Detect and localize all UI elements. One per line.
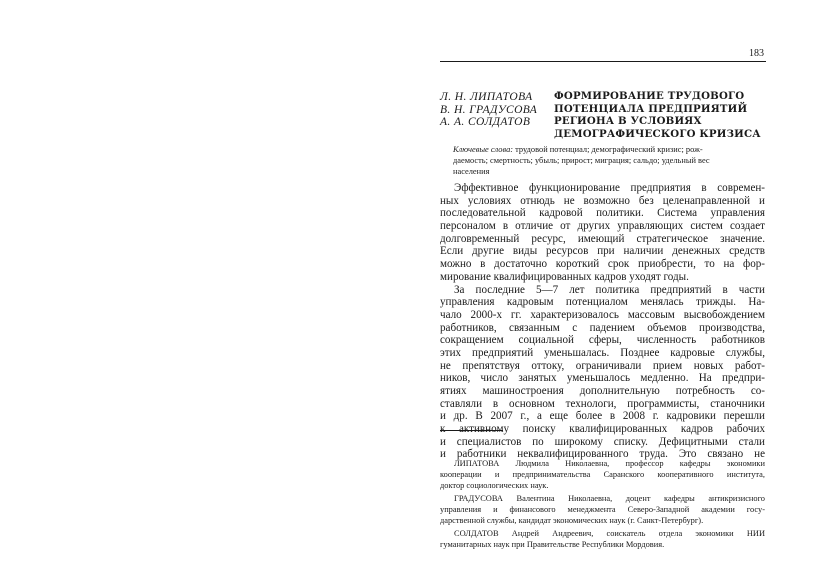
body-line: можно в достаточно короткий срок приобрести, то на фор- (440, 258, 765, 271)
header-rule (440, 61, 766, 62)
keywords-label: Ключевые слова: (453, 145, 514, 154)
footnote-line: ЛИПАТОВА Людмила Николаевна, профессор кафедры экономики (454, 459, 765, 468)
keywords-block (453, 144, 765, 178)
body-line: последовательной кадровой политики. Система управления (440, 207, 765, 220)
body-line: и др. В 2007 г., а еще более в 2008 г. кадровики перешли (440, 410, 765, 423)
title-line: ПОТЕНЦИАЛА ПРЕДПРИЯТИЙ (554, 102, 748, 115)
body-line: управления кадровым потенциалом менялась трижды. На- (440, 296, 765, 309)
body-line: ников, число занятых уменьшалось медленно. На предпри- (440, 372, 765, 385)
body-line: работников, связанным с падением объемов производства, (440, 321, 765, 334)
body-line: сокращением социальной сферы, численность работников (440, 334, 765, 347)
footnote-line: доктор социологических наук. (440, 481, 549, 491)
footnote-rule (440, 430, 503, 431)
author-footnote (440, 528, 765, 550)
body-line: мирование квалифицированных кадров уходят годы. (440, 270, 689, 283)
body-line: чало 2000-х гг. характеризовалось массовым высвобождением (440, 308, 765, 321)
author-name: А. А. СОЛДАТОВ (440, 116, 531, 128)
body-line: к активному поиску квалифицированных кадров рабочих (440, 423, 765, 436)
author-name: Л. Н. ЛИПАТОВА (440, 91, 533, 103)
body-line: персоналом в отличие от других управляющих систем создает (440, 220, 765, 233)
footnote-line: дарственной службы, кандидат экономических наук (г. Санкт-Петербург). (440, 515, 704, 525)
body-line: Эффективное функционирование предприятия в современ- (454, 182, 765, 194)
footnote-line: ГРАДУСОВА Валентина Николаевна, доцент кафедры антикризисного (454, 493, 765, 503)
author-footnotes (440, 458, 765, 550)
body-line: и работники неквалифицированного труда. Это связано не (440, 448, 765, 461)
author-list (440, 91, 552, 129)
keywords-text: населения (453, 167, 490, 177)
author-footnote (440, 458, 765, 491)
body-line: Если другие виды ресурсов при наличии денежных средств (440, 245, 765, 258)
title-line: РЕГИОНА В УСЛОВИЯХ (554, 115, 702, 127)
body-line: долговременный ресурс, имеющий стратегическое значение. (440, 232, 765, 245)
footnote-line: гуманитарных наук при Правительстве Республики Мордовия. (440, 539, 665, 549)
body-line: За последние 5—7 лет политика предприятий в части (454, 283, 765, 296)
author-footnote (440, 493, 765, 526)
keywords-text: даемость; смертность; убыль; прирост; миграция; сальдо; удельный вес (453, 156, 710, 166)
title-line: ДЕМОГРАФИЧЕСКОГО КРИЗИСА (554, 127, 761, 140)
body-line: ных условиях отнюдь не возможно без целенаправленной и (440, 194, 765, 207)
footnote-line: кооперации и предпринимательства Саранского кооперативного института, (440, 470, 765, 480)
keywords-text: трудовой потенциал; демографический кризис; рож- (515, 145, 703, 154)
body-line: ставляли в основном технологи, программисты, станочники (440, 397, 765, 410)
body-line: и специалистов по широкому списку. Дефицитными стали (440, 435, 765, 448)
article-body (440, 182, 765, 461)
body-line: не препятствуя оттоку, ограничивали прием новых работ- (440, 359, 765, 372)
author-name: В. Н. ГРАДУСОВА (440, 103, 538, 116)
body-line: ятиях машиностроения дополнительную потребность со- (440, 385, 765, 397)
title-line: ФОРМИРОВАНИЕ ТРУДОВОГО (554, 90, 745, 102)
article-title (554, 90, 764, 140)
body-line: этих предприятий уменьшалась. Позднее кадровые службы, (440, 346, 765, 359)
footnote-line: СОЛДАТОВ Андрей Андреевич, соискатель отдела экономики НИИ (454, 528, 765, 538)
footnote-line: управления и финансового менеджмента Северо-Западной академии госу- (440, 504, 765, 514)
page-number: 183 (749, 48, 764, 59)
